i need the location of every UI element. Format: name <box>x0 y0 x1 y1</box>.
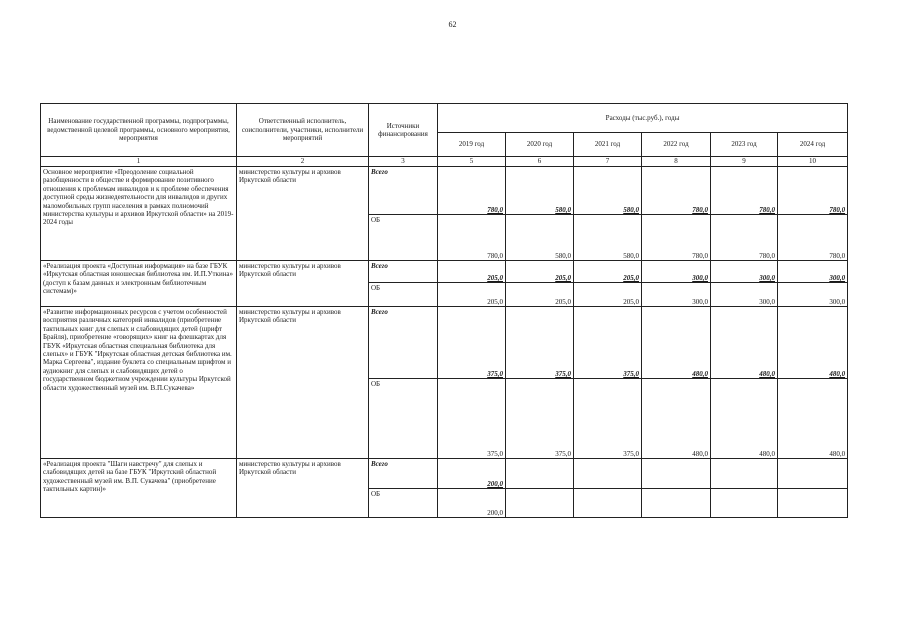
ob-value: 480,0 <box>642 379 711 459</box>
measure-name: «Реализация проекта "Шаги навстречу" для слепых и слабовидящих детей на базе ГБУК "Иркутский областной художественный музей им. В.П. Сукачева" (приобретение тактильных картин)» <box>41 459 237 518</box>
header-year: 2021 год <box>574 133 642 157</box>
column-number: 2 <box>237 157 369 167</box>
ob-value: 375,0 <box>506 379 574 459</box>
ob-value: 205,0 <box>506 283 574 307</box>
total-value: 580,0 <box>506 167 574 215</box>
total-value: 375,0 <box>574 307 642 379</box>
executor: министерство культуры и архивов Иркутской области <box>237 167 369 261</box>
executor: министерство культуры и архивов Иркутской области <box>237 307 369 459</box>
total-value: 205,0 <box>574 261 642 283</box>
header-source: Источники финансирования <box>369 104 438 157</box>
header-name: Наименование государственной программы, подпрограммы, ведомственной целевой программы, основного мероприятия, мероприятия <box>41 104 237 157</box>
column-number: 5 <box>438 157 506 167</box>
column-number: 9 <box>711 157 778 167</box>
ob-value <box>778 489 848 518</box>
column-number: 7 <box>574 157 642 167</box>
ob-value: 300,0 <box>778 283 848 307</box>
header-year: 2023 год <box>711 133 778 157</box>
table-row <box>41 167 848 215</box>
source-ob: ОБ <box>369 215 438 261</box>
table-row <box>41 459 848 489</box>
total-value <box>642 459 711 489</box>
header-expenses: Расходы (тыс.руб.), годы <box>438 104 848 133</box>
ob-value <box>711 489 778 518</box>
total-value: 780,0 <box>778 167 848 215</box>
total-value: 300,0 <box>711 261 778 283</box>
ob-value <box>574 489 642 518</box>
total-value: 300,0 <box>778 261 848 283</box>
ob-value: 300,0 <box>711 283 778 307</box>
ob-value: 780,0 <box>642 215 711 261</box>
executor: министерство культуры и архивов Иркутской области <box>237 459 369 518</box>
ob-value <box>642 489 711 518</box>
column-number: 10 <box>778 157 848 167</box>
source-total: Всего <box>369 261 438 283</box>
table-row <box>41 261 848 283</box>
expenses-table <box>40 103 848 518</box>
executor: министерство культуры и архивов Иркутской области <box>237 261 369 307</box>
header-year: 2020 год <box>506 133 574 157</box>
header-year: 2022 год <box>642 133 711 157</box>
total-value: 205,0 <box>506 261 574 283</box>
measure-name: «Развитие информационных ресурсов с учетом особенностей восприятия различных категорий инвалидов (приобретение тактильных книг для слепых и слабовидящих детей (шрифт Брайля), приобретение «говорящих» книг на флешкартах для ГБУК «Иркутская областная специальная библиотека для слепых» и ГБУК "Иркутская областная детская библиотека им. Марка Сергеева", издание буклета со специальным шрифтом и аудиокниг для слепых и слабовидящих детей о государственном бюджетном учреждении культуры Иркутской области художественный музей им. В.П.Сукачева» <box>41 307 237 459</box>
column-number: 8 <box>642 157 711 167</box>
total-value: 205,0 <box>438 261 506 283</box>
ob-value: 480,0 <box>778 379 848 459</box>
source-ob: ОБ <box>369 489 438 518</box>
measure-name: «Реализация проекта «Доступная информация» на базе ГБУК «Иркутская областная юношеская библиотека им. И.П.Уткина» (доступ к базам данных и электронным библиотечным системам)» <box>41 261 237 307</box>
ob-value: 200,0 <box>438 489 506 518</box>
source-total: Всего <box>369 459 438 489</box>
ob-value: 580,0 <box>506 215 574 261</box>
header-year: 2024 год <box>778 133 848 157</box>
total-value: 300,0 <box>642 261 711 283</box>
total-value <box>574 459 642 489</box>
page-number: 62 <box>448 20 457 29</box>
ob-value: 480,0 <box>711 379 778 459</box>
ob-value: 580,0 <box>574 215 642 261</box>
total-value: 780,0 <box>711 167 778 215</box>
table-row <box>41 307 848 379</box>
header-executor: Ответственный исполнитель, соисполнители, участники, исполнители мероприятий <box>237 104 369 157</box>
ob-value: 205,0 <box>574 283 642 307</box>
column-number: 1 <box>41 157 237 167</box>
header-year: 2019 год <box>438 133 506 157</box>
ob-value: 780,0 <box>778 215 848 261</box>
total-value: 480,0 <box>711 307 778 379</box>
ob-value <box>506 489 574 518</box>
ob-value: 300,0 <box>642 283 711 307</box>
total-value: 780,0 <box>642 167 711 215</box>
total-value: 375,0 <box>506 307 574 379</box>
source-total: Всего <box>369 167 438 215</box>
ob-value: 780,0 <box>711 215 778 261</box>
column-number: 3 <box>369 157 438 167</box>
source-ob: ОБ <box>369 283 438 307</box>
total-value: 480,0 <box>778 307 848 379</box>
total-value: 200,0 <box>438 459 506 489</box>
ob-value: 375,0 <box>438 379 506 459</box>
total-value: 480,0 <box>642 307 711 379</box>
total-value: 780,0 <box>438 167 506 215</box>
total-value <box>778 459 848 489</box>
total-value: 375,0 <box>438 307 506 379</box>
total-value: 580,0 <box>574 167 642 215</box>
total-value <box>506 459 574 489</box>
measure-name: Основное мероприятие «Преодоление социальной разобщенности в обществе и формирование позитивного отношения к проблемам инвалидов и к проблеме обеспечения доступной среды жизнедеятельности для инвалидов и других маломобильных групп населения в рамках полномочий министерства культуры и архивов Иркутской области» на 2019-2024 годы <box>41 167 237 261</box>
column-number: 6 <box>506 157 574 167</box>
ob-value: 375,0 <box>574 379 642 459</box>
source-total: Всего <box>369 307 438 379</box>
source-ob: ОБ <box>369 379 438 459</box>
total-value <box>711 459 778 489</box>
ob-value: 205,0 <box>438 283 506 307</box>
ob-value: 780,0 <box>438 215 506 261</box>
